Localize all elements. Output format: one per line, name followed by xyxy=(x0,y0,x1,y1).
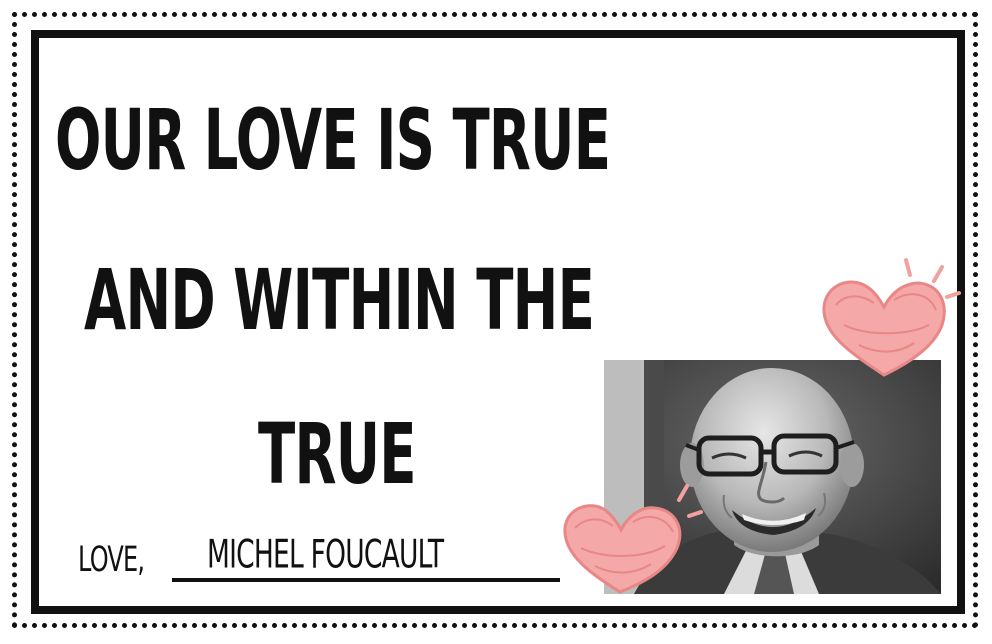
quote-line-1: OUR LOVE IS TRUE xyxy=(55,90,611,190)
signature-label: LOVE, xyxy=(78,540,145,581)
heart-icon-bottom xyxy=(555,480,705,604)
heart-icon-top xyxy=(814,255,964,389)
signature-name: MICHEL FOUCAULT xyxy=(207,532,444,578)
quote-line-3: TRUE xyxy=(258,404,416,504)
signature-underline xyxy=(172,578,560,582)
quote-line-2: AND WITHIN THE xyxy=(84,250,595,350)
